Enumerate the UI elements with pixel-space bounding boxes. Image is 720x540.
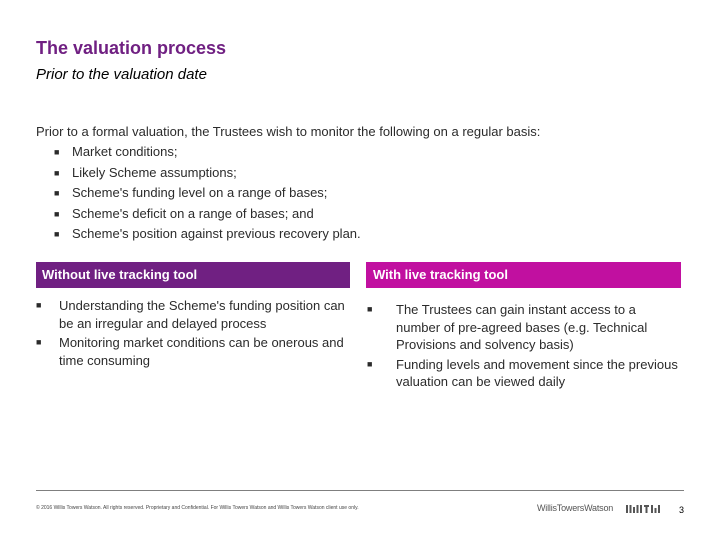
list-item-text: Likely Scheme assumptions; [72, 164, 237, 180]
square-bullet-icon: ■ [36, 300, 42, 310]
list-item-text: Understanding the Scheme's funding position can be an irregular and delayed process [59, 298, 345, 331]
list-item [54, 142, 696, 163]
list-item-text: Market conditions; [72, 144, 178, 159]
list-item-text: Monitoring market conditions can be onerous and time consuming [59, 335, 344, 368]
list-item-text: Scheme's position against previous recovery plan. [72, 226, 361, 241]
intro-bullet-list [54, 142, 696, 245]
without-tool-list [36, 297, 350, 371]
list-item-text: Funding levels and movement since the previous valuation can be viewed daily [396, 356, 678, 389]
with-tool-heading: With live tracking tool [366, 262, 681, 288]
square-bullet-icon: ■ [36, 337, 42, 347]
company-logo: WillisTowersWatson [537, 503, 614, 513]
list-item [366, 301, 681, 354]
square-bullet-icon: ■ [367, 358, 373, 369]
square-bullet-icon: ■ [54, 208, 60, 219]
list-item [36, 297, 350, 332]
footer-copyright: © 2016 Willis Towers Watson. All rights reserved. Proprietary and Confidential. For Willis Towers Watson and Willis Towers Watson client use only. [36, 505, 359, 511]
footer-divider [36, 490, 684, 491]
square-bullet-icon: ■ [54, 229, 60, 239]
list-item [36, 334, 350, 369]
page-subtitle: Prior to the valuation date [36, 66, 207, 83]
list-item-text: Scheme's deficit on a range of bases; and [72, 205, 314, 221]
list-item-text: Scheme's funding level on a range of bases; [72, 185, 328, 200]
square-bullet-icon: ■ [54, 167, 60, 178]
without-tool-heading: Without live tracking tool [36, 262, 350, 288]
logo-mark-icon [626, 504, 660, 514]
square-bullet-icon: ■ [367, 304, 373, 314]
list-item-text: The Trustees can gain instant access to a number of pre-agreed bases (e.g. Technical Provisions and solvency basis) [396, 302, 648, 352]
with-tool-list [366, 301, 681, 393]
square-bullet-icon: ■ [54, 188, 60, 198]
list-item [54, 204, 696, 225]
intro-text: Prior to a formal valuation, the Trustees wish to monitor the following on a regular basis: [36, 124, 541, 139]
list-item [54, 224, 696, 245]
list-item [54, 183, 696, 204]
list-item [54, 163, 696, 184]
square-bullet-icon: ■ [54, 147, 60, 157]
page-number: 3 [679, 505, 685, 515]
intro-section [36, 122, 696, 245]
page-title: The valuation process [36, 38, 227, 58]
list-item [366, 356, 681, 391]
